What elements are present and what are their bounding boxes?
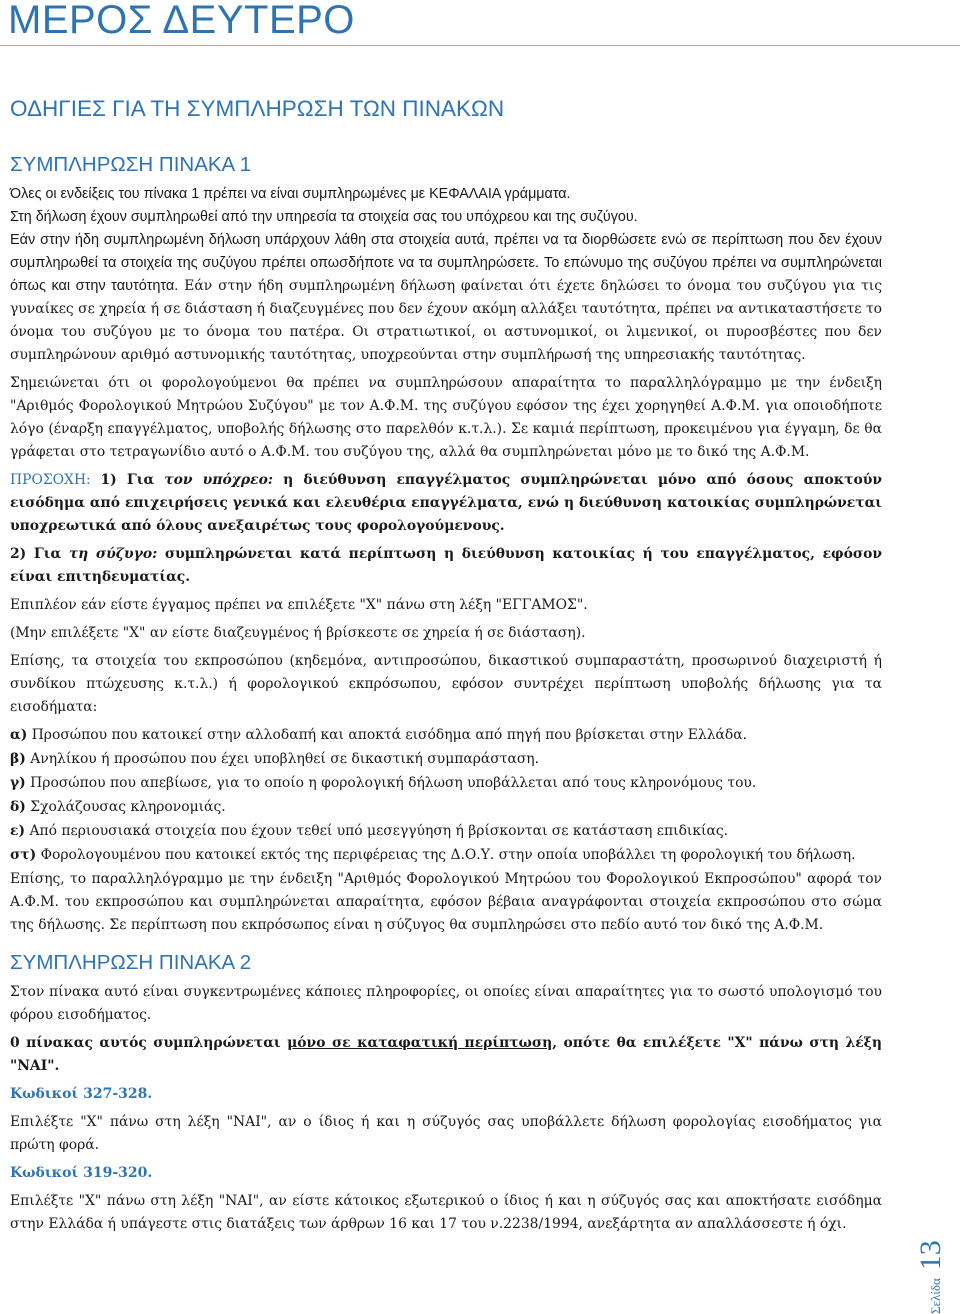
table1-intro-prefilled: Στη δήλωση έχουν συμπληρωθεί από την υπηρεσία τα στοιχεία σας του υπόχρεου και της συζύγου.: [10, 209, 638, 225]
list-item: γ) Προσώπου που απεβίωσε, για το οποίο η φορολογική δήλωση υποβάλλεται από τους κληρονόμους του.: [10, 775, 757, 791]
attention-label: ΠΡΟΣΟΧΗ:: [10, 472, 91, 488]
surname-text: Το επώνυμο της συζύγου πρέπει να συμπληρώνεται όπως και στην ταυτότητα.: [10, 255, 882, 294]
spouse-name-text: Εάν στην ήδη συμπληρωμένη δήλωση φαίνεται ότι έχετε δηλώσει το όνομα του συζύγου για τις γυναίκες σε χηρεία ή σε διάσταση ή διαζευγμένες που δεν έχουν ακόμη αλλάξει ταυτότητα, πρέπει να αντικαταστήσετε το όνομα του συζύγου με το όνομα του πατέρα.: [10, 278, 883, 340]
page-label: Σελίδα: [928, 1278, 943, 1314]
corrections-text: Εάν στην ήδη συμπληρωμένη δήλωση υπάρχουν λάθη στα στοιχεία αυτά, πρέπει να τα διορθώσετε ενώ σε περίπτωση που δεν έχουν συμπληρωθεί τα στοιχεία της συζύγου πρέπει οπωσδήποτε να τα συμπληρώσετε.: [10, 232, 882, 271]
attention-2-number: 2) Για: [10, 546, 62, 562]
list-item: β) Ανηλίκου ή προσώπου που έχει υποβληθεί σε δικαστική συμπαράσταση.: [10, 751, 540, 767]
table2-intro: Στον πίνακα αυτό είναι συγκεντρωμένες κάποιες πληροφορίες, οι οποίες είναι απαραίτητες για το σωστό υπολογισμό του φόρου εισοδήματος.: [10, 984, 882, 1023]
table1-corrections-paragraph: [10, 229, 882, 367]
representative-afm-paragraph: Επίσης, το παραλληλόγραμμο με την ένδειξη "Αριθμός Φορολογικού Μητρώου του Φορολογικού Εκπροσώπου" αφορά τον Α.Φ.Μ. του εκπροσώπου και συμπληρώνεται απαραίτητα, εφόσον βέβαια αναγράφονται στοιχεία εκπροσώπου στο σώμα της δήλωσης. Σε περίπτωση που εκπρόσωπος είναι η σύζυγος θα συμπληρώσει στο πεδίο αυτό τον δικό της Α.Φ.Μ.: [10, 871, 882, 933]
list-item: ε) Από περιουσιακά στοιχεία που έχουν τεθεί υπό μεσεγγύηση ή βρίσκονται σε κατάσταση επιδικίας.: [10, 823, 729, 839]
instructions-heading: ΟΔΗΓΙΕΣ ΓΙΑ ΤΗ ΣΥΜΠΛΗΡΩΣΗ ΤΩΝ ΠΙΝΑΚΩΝ: [10, 96, 505, 121]
attention-1-number: 1) Για: [100, 472, 155, 488]
codes-327-328-text: Επιλέξτε "Χ" πάνω στη λέξη "ΝΑΙ", αν ο ίδιος ή και η σύζυγός σας υποβάλλετε δήλωση φορολογίας εισοδήματος για πρώτη φορά.: [10, 1114, 882, 1153]
document-body: [10, 94, 882, 1241]
attention-paragraph-1: [10, 469, 882, 538]
codes-327-328-heading: Κωδικοί 327-328.: [10, 1086, 153, 1102]
list-item: α) Προσώπου που κατοικεί στην αλλοδαπή και αποκτά εισόδημα από πηγή που βρίσκεται στην Ελλάδα.: [10, 727, 748, 743]
attention-paragraph-2: [10, 543, 882, 589]
affirmative-underline: μόνο σε καταφατική περίπτωση: [287, 1035, 553, 1051]
attention-1-subject: τον υπόχρεο:: [164, 472, 273, 488]
not-married-instruction: (Μην επιλέξετε "Χ" αν είστε διαζευγμένος ή βρίσκεστε σε χηρεία ή σε διάσταση).: [10, 625, 586, 641]
table2-affirmative-note: 0 πίνακας αυτός συμπληρώνεται μόνο σε καταφατική περίπτωση, οπότε θα επιλέξετε "Χ" πάνω στη λέξη "ΝΑΙ".: [10, 1035, 883, 1074]
attention-2-subject: τη σύζυγο:: [68, 546, 158, 562]
codes-319-320-text: Επιλέξτε "Χ" πάνω στη λέξη "ΝΑΙ", αν είστε κάτοικος εξωτερικού ο ίδιος ή και η σύζυγός σας και αποκτήσατε εισόδημα στην Ελλάδα ή υπάγεστε στις διατάξεις των άρθρων 16 και 17 του ν.2238/1994, ανεξάρτητα αν απαλλάσσεστε ή όχι.: [10, 1193, 882, 1232]
attention-2-text: συμπληρώνεται κατά περίπτωση η διεύθυνση κατοικίας ή του επαγγέλματος, εφόσον είναι επιτηδευματίας.: [10, 546, 882, 585]
title-divider: [0, 45, 960, 46]
uniformed-text: Οι στρατιωτικοί, οι αστυνομικοί, οι λιμενικοί, οι πυροσβέστες που δεν συμπληρώνουν αριθμό αστυνομικής ταυτότητας, υποχρεούνται στην συμπλήρωσή της υπηρεσιακής ταυτότητας.: [10, 324, 882, 363]
table1-heading: ΣΥΜΠΛΗΡΩΣΗ ΠΙΝΑΚΑ 1: [10, 153, 252, 176]
list-item: στ) Φορολογουμένου που κατοικεί εκτός της περιφέρειας της Δ.Ο.Υ. στην οποία υποβάλλει τη φορολογική του δήλωση.: [10, 847, 856, 863]
table1-intro-caps: Όλες οι ενδείξεις του πίνακα 1 πρέπει να είναι συμπληρωμένες με ΚΕΦΑΛΑΙΑ γράμματα.: [10, 186, 571, 202]
married-instruction: Επιπλέον εάν είστε έγγαμος πρέπει να επιλέξετε "Χ" πάνω στη λέξη "ΕΓΓΑΜΟΣ".: [10, 597, 588, 613]
page-number-marker: [916, 1240, 951, 1314]
page-number: 13: [914, 1240, 947, 1271]
part-title: ΜΕΡΟΣ ΔΕΥΤΕΡΟ: [8, 0, 355, 42]
codes-319-320-heading: Κωδικοί 319-320.: [10, 1165, 153, 1181]
spouse-afm-paragraph: Σημειώνεται ότι οι φορολογούμενοι θα πρέπει να συμπληρώσουν απαραίτητα το παραλληλόγραμμο με την ένδειξη "Αριθμός Φορολογικού Μητρώου Συζύγου" με τον Α.Φ.Μ. της συζύγου εφόσον της έχει χορηγηθεί Α.Φ.Μ. για οποιοδήποτε λόγο (έναρξη επαγγέλματος, υποβολής δήλωσης στο παρελθόν κ.τ.λ.). Σε καμιά περίπτωση, προκειμένου για έγγαμη, δε θα γράφεται στο τετραγωνίδιο αυτό ο Α.Φ.Μ. του συζύγου της, αλλά θα συμπληρώνεται μόνο με το δικό της Α.Φ.Μ.: [10, 375, 882, 460]
list-item: δ) Σχολάζουσας κληρονομιάς.: [10, 799, 226, 815]
representative-intro: Επίσης, τα στοιχεία του εκπροσώπου (κηδεμόνα, αντιπροσώπου, δικαστικού συμπαραστάτη, προσωρινού διαχειριστή ή συνδίκου πτώχευσης κ.τ.λ.) ή φορολογικού εκπρόσωπου, εφόσον συντρέχει περίπτωση υποβολής δήλωσης για τα εισοδήματα:: [10, 653, 882, 715]
attention-1-text: η διεύθυνση επαγγέλματος συμπληρώνεται μόνο από όσους αποκτούν εισόδημα από επιχειρήσεις γενικά και ελευθέρια επαγγέλματα, ενώ η διεύθυνση κατοικίας συμπληρώνεται υποχρεωτικά από όλους ανεξαιρέτως τους φορολογούμενους.: [10, 472, 883, 534]
table2-heading: ΣΥΜΠΛΗΡΩΣΗ ΠΙΝΑΚΑ 2: [10, 951, 252, 974]
